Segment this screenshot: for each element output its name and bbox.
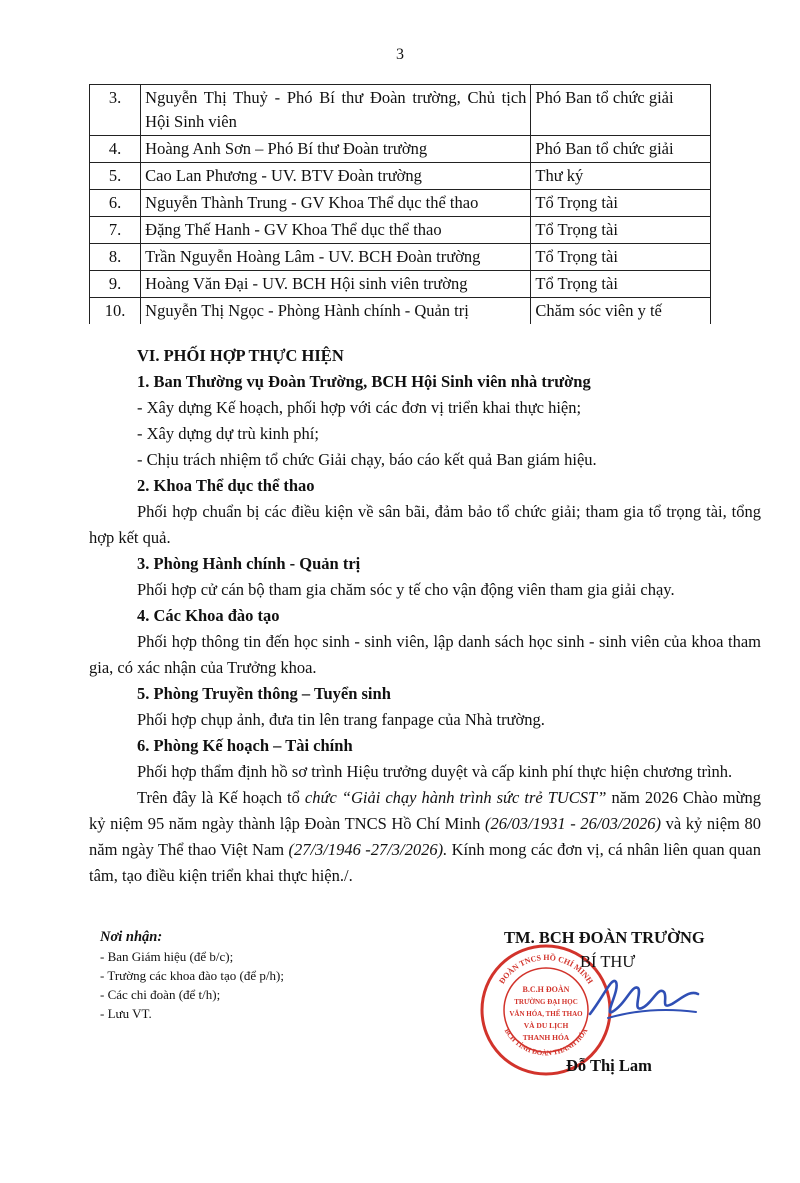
table-row (90, 136, 711, 163)
row-number: 9. (90, 271, 141, 298)
paragraph: Phối hợp cử cán bộ tham gia chăm sóc y tế cho vận động viên tham gia giải chạy. (137, 580, 675, 599)
closing-text: và kỷ niệm 80 năm ngày Thể thao Việt Nam (89, 814, 761, 859)
paragraph: Phối hợp thông tin đến học sinh - sinh viên, lập danh sách học sinh - sinh viên của khoa tham gia, có xác nhận của Trưởng khoa. (89, 632, 761, 677)
recipient-item: - Lưu VT. (100, 1006, 152, 1021)
member-name: Đặng Thế Hanh - GV Khoa Thể dục thể thao (141, 217, 531, 244)
date-range: (26/03/1931 - 26/03/2026) (484, 814, 661, 833)
signature-block (470, 928, 760, 1088)
row-number: 3. (90, 85, 141, 136)
subsection-heading: 5. Phòng Truyền thông – Tuyển sinh (137, 684, 391, 703)
member-role: Phó Ban tổ chức giải (531, 136, 711, 163)
member-role: Tổ Trọng tài (531, 190, 711, 217)
member-role: Tổ Trọng tài (531, 244, 711, 271)
closing-paragraph (89, 785, 761, 889)
row-number: 10. (90, 298, 141, 325)
handwritten-signature (586, 968, 706, 1028)
member-name: Hoàng Văn Đại - UV. BCH Hội sinh viên trường (141, 271, 531, 298)
table-row (90, 298, 711, 325)
member-role: Chăm sóc viên y tế (531, 298, 711, 325)
stamp-text: TRƯỜNG ĐẠI HỌC (514, 998, 578, 1006)
stamp-ring-text: ĐOÀN TNCS HỒ CHÍ MINH (497, 952, 595, 986)
paragraph: Phối hợp chụp ảnh, đưa tin lên trang fanpage của Nhà trường. (137, 710, 545, 729)
stamp-text: THANH HÓA (522, 1033, 570, 1042)
list-item: - Xây dựng Kế hoạch, phối hợp với các đơn vị triển khai thực hiện; (137, 398, 582, 417)
row-number: 8. (90, 244, 141, 271)
recipient-item: - Các chi đoàn (để t/h); (100, 987, 221, 1002)
table-row (90, 163, 711, 190)
row-number: 7. (90, 217, 141, 244)
closing-text: năm 2026 Chào mừng kỷ niệm 95 năm ngày thành lập Đoàn TNCS Hồ Chí Minh (89, 788, 762, 833)
row-number: 5. (90, 163, 141, 190)
list-item: - Chịu trách nhiệm tổ chức Giải chạy, báo cáo kết quả Ban giám hiệu. (137, 450, 597, 469)
row-number: 4. (90, 136, 141, 163)
member-name: Cao Lan Phương - UV. BTV Đoàn trường (141, 163, 531, 190)
signer-name: Đỗ Thị Lam (566, 1056, 652, 1075)
page-number: 3 (396, 46, 404, 63)
date-range: (27/3/1946 -27/3/2026). (288, 840, 448, 859)
list-item: - Xây dựng dự trù kinh phí; (137, 424, 319, 443)
subsection-heading: 6. Phòng Kế hoạch – Tài chính (137, 736, 353, 755)
row-number: 6. (90, 190, 141, 217)
recipient-item: - Ban Giám hiệu (để b/c); (100, 949, 234, 964)
stamp-text: VÀ DU LỊCH (523, 1021, 569, 1030)
member-name: Trần Nguyễn Hoàng Lâm - UV. BCH Đoàn trường (141, 244, 531, 271)
svg-text:BCH TỈNH ĐOÀN THANH HÓA (503, 1027, 590, 1057)
member-role: Phó Ban tổ chức giải (531, 85, 711, 136)
paragraph: Phối hợp chuẩn bị các điều kiện về sân bãi, đảm bảo tổ chức giải; tham gia tổ trọng tài, tổng hợp kết quả. (89, 502, 761, 547)
member-name: Nguyễn Thị Ngọc - Phòng Hành chính - Quản trị (141, 298, 531, 325)
table-row (90, 217, 711, 244)
subsection-heading: 1. Ban Thường vụ Đoàn Trường, BCH Hội Sinh viên nhà trường (137, 372, 591, 391)
member-name: Nguyễn Thành Trung - GV Khoa Thể dục thể thao (141, 190, 531, 217)
subsection-heading: 4. Các Khoa đào tạo (137, 606, 280, 625)
committee-table (89, 84, 711, 324)
member-role: Thư ký (531, 163, 711, 190)
stamp-text: B.C.H ĐOÀN (522, 985, 570, 994)
signature-role: BÍ THƯ (580, 952, 636, 971)
stamp-text: VĂN HÓA, THỂ THAO (509, 1010, 583, 1018)
recipients-block (100, 928, 430, 1023)
recipients-title: Nơi nhận: (100, 929, 163, 945)
stamp-ring-text: BCH TỈNH ĐOÀN THANH HÓA (502, 1027, 590, 1058)
signature-organization: TM. BCH ĐOÀN TRƯỜNG (504, 928, 705, 947)
member-name: Nguyễn Thị Thuỷ - Phó Bí thư Đoàn trường, Chủ tịch Hội Sinh viên (141, 85, 531, 136)
member-role: Tổ Trọng tài (531, 271, 711, 298)
table-row (90, 271, 711, 298)
closing-text: Trên đây là Kế hoạch tổ (137, 788, 305, 807)
coordination-section (89, 343, 761, 889)
recipient-item: - Trường các khoa đào tạo (để p/h); (100, 968, 284, 983)
subsection-heading: 3. Phòng Hành chính - Quản trị (137, 554, 361, 573)
table-row (90, 85, 711, 136)
section-heading: VI. PHỐI HỢP THỰC HIỆN (137, 346, 344, 365)
paragraph: Phối hợp thẩm định hồ sơ trình Hiệu trưởng duyệt và cấp kinh phí thực hiện chương trình. (137, 762, 733, 781)
table-row (90, 244, 711, 271)
member-role: Tổ Trọng tài (531, 217, 711, 244)
table-row (90, 190, 711, 217)
member-name: Hoàng Anh Sơn – Phó Bí thư Đoàn trường (141, 136, 531, 163)
subsection-heading: 2. Khoa Thể dục thể thao (137, 476, 315, 495)
event-name: chức “Giải chạy hành trình sức trẻ TUCST” (304, 788, 607, 807)
closing-text: Kính mong các đơn vị, cá nhân liên quan quan tâm, tạo điều kiện triển khai thực hiện./. (89, 840, 761, 885)
